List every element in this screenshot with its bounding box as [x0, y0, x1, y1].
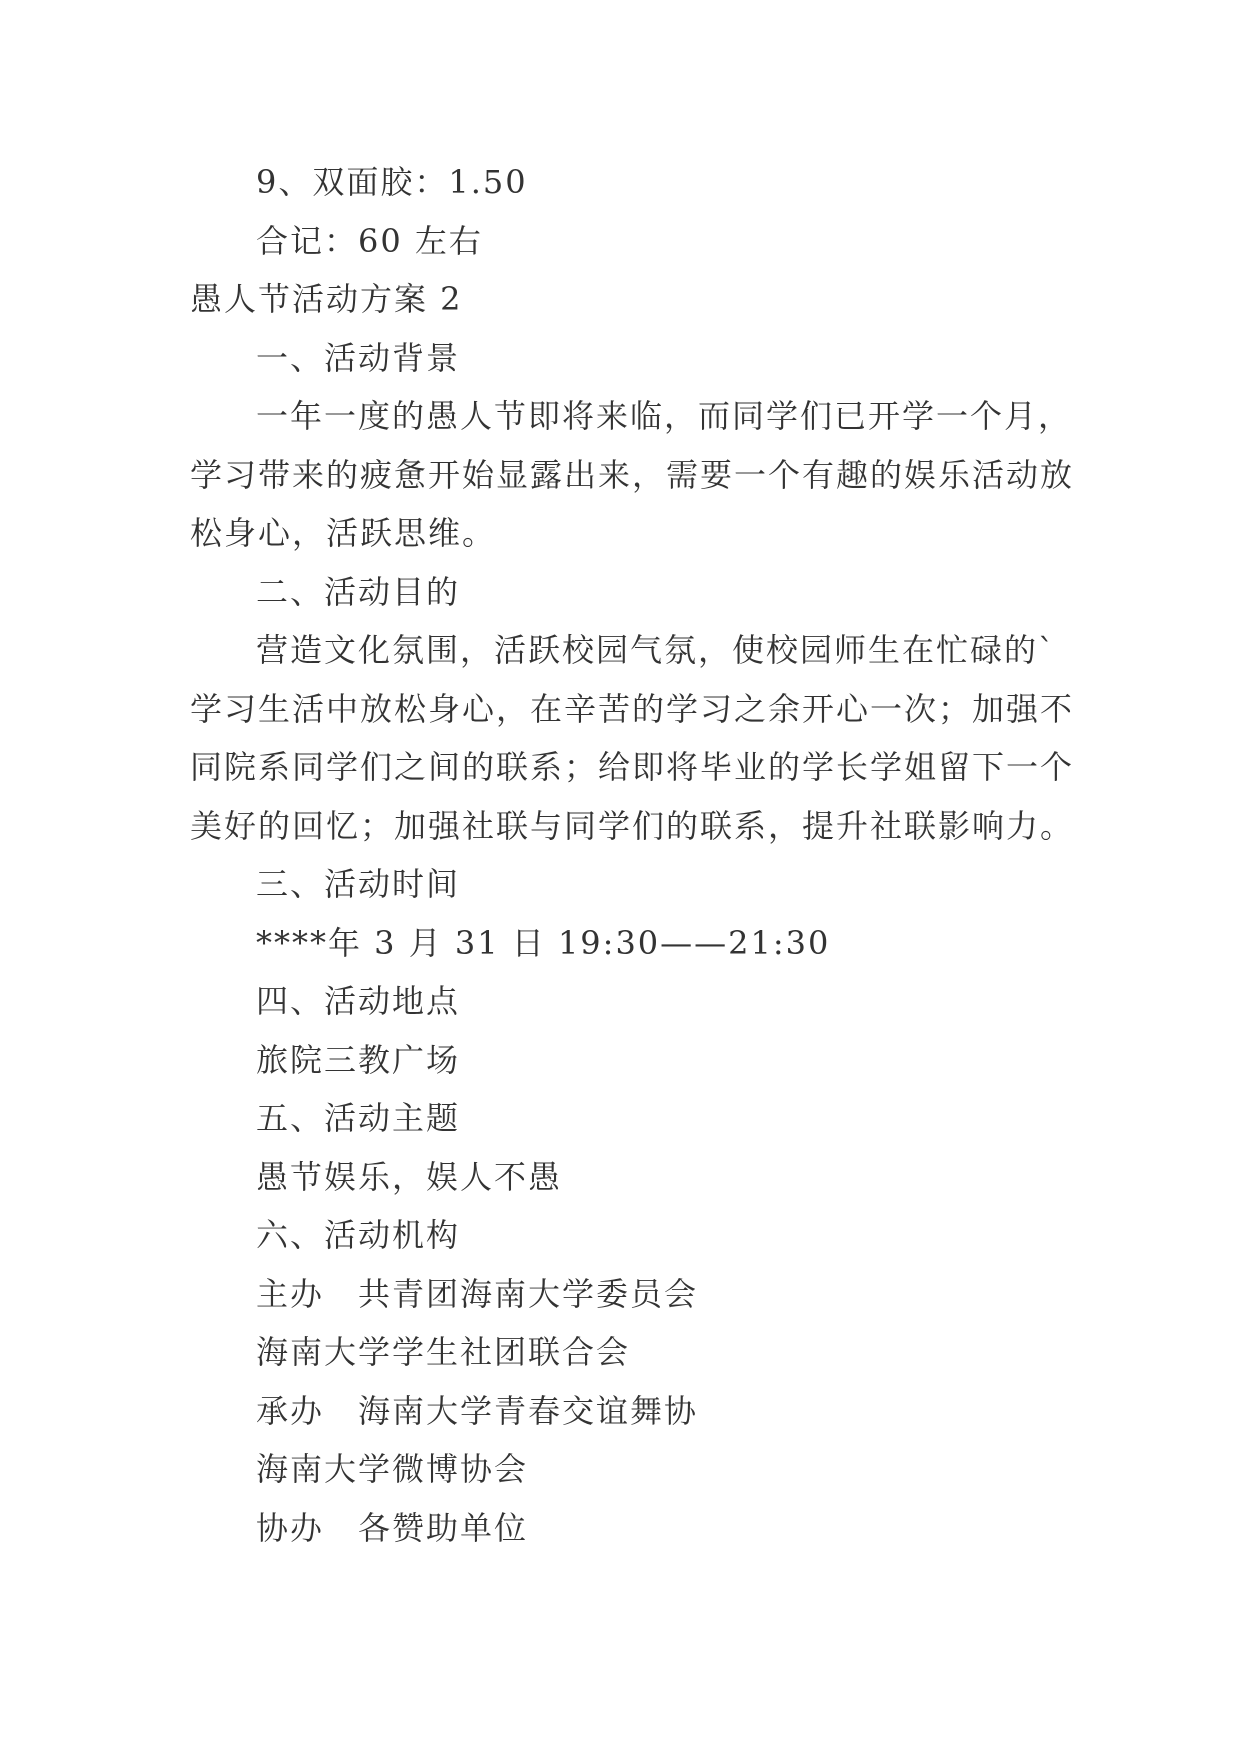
doc-line-16: 旅院三教广场: [256, 1040, 461, 1079]
doc-line-20: 主办 共青团海南大学委员会: [256, 1274, 699, 1313]
doc-line-2: 合记：60 左右: [256, 221, 483, 260]
doc-line-18: 愚节娱乐，娱人不愚: [256, 1157, 563, 1196]
doc-line-8: 二、活动目的: [256, 572, 461, 611]
doc-line-5: 一年一度的愚人节即将来临，而同学们已开学一个月，: [256, 397, 1073, 435]
doc-line-24: 协办 各赞助单位: [256, 1508, 529, 1547]
doc-line-3: 愚人节活动方案 2: [190, 280, 463, 318]
doc-line-12: 美好的回忆；加强社联与同学们的联系，提升社联影响力。: [190, 806, 1075, 845]
doc-line-14: ****年 3 月 31 日 19:30——21:30: [256, 923, 831, 962]
doc-line-1: 9、双面胶：1.50: [256, 163, 528, 201]
doc-line-21: 海南大学学生社团联合会: [256, 1333, 631, 1371]
doc-line-13: 三、活动时间: [256, 865, 461, 903]
doc-line-22: 承办 海南大学青春交谊舞协: [256, 1391, 699, 1430]
doc-line-4: 一、活动背景: [256, 338, 461, 377]
doc-line-6: 学习带来的疲惫开始显露出来，需要一个有趣的娱乐活动放: [190, 455, 1075, 494]
doc-line-15: 四、活动地点: [256, 982, 461, 1020]
doc-line-11: 同院系同学们之间的联系；给即将毕业的学长学姐留下一个: [190, 748, 1075, 786]
doc-line-7: 松身心，活跃思维。: [190, 514, 497, 552]
doc-line-17: 五、活动主题: [256, 1099, 461, 1137]
doc-line-23: 海南大学微博协会: [256, 1450, 529, 1488]
doc-line-19: 六、活动机构: [256, 1216, 461, 1254]
doc-line-9: 营造文化氛围，活跃校园气氛，使校园师生在忙碌的`: [256, 631, 1057, 669]
doc-line-10: 学习生活中放松身心，在辛苦的学习之余开心一次；加强不: [190, 689, 1075, 728]
document-content: [190, 153, 1080, 1557]
